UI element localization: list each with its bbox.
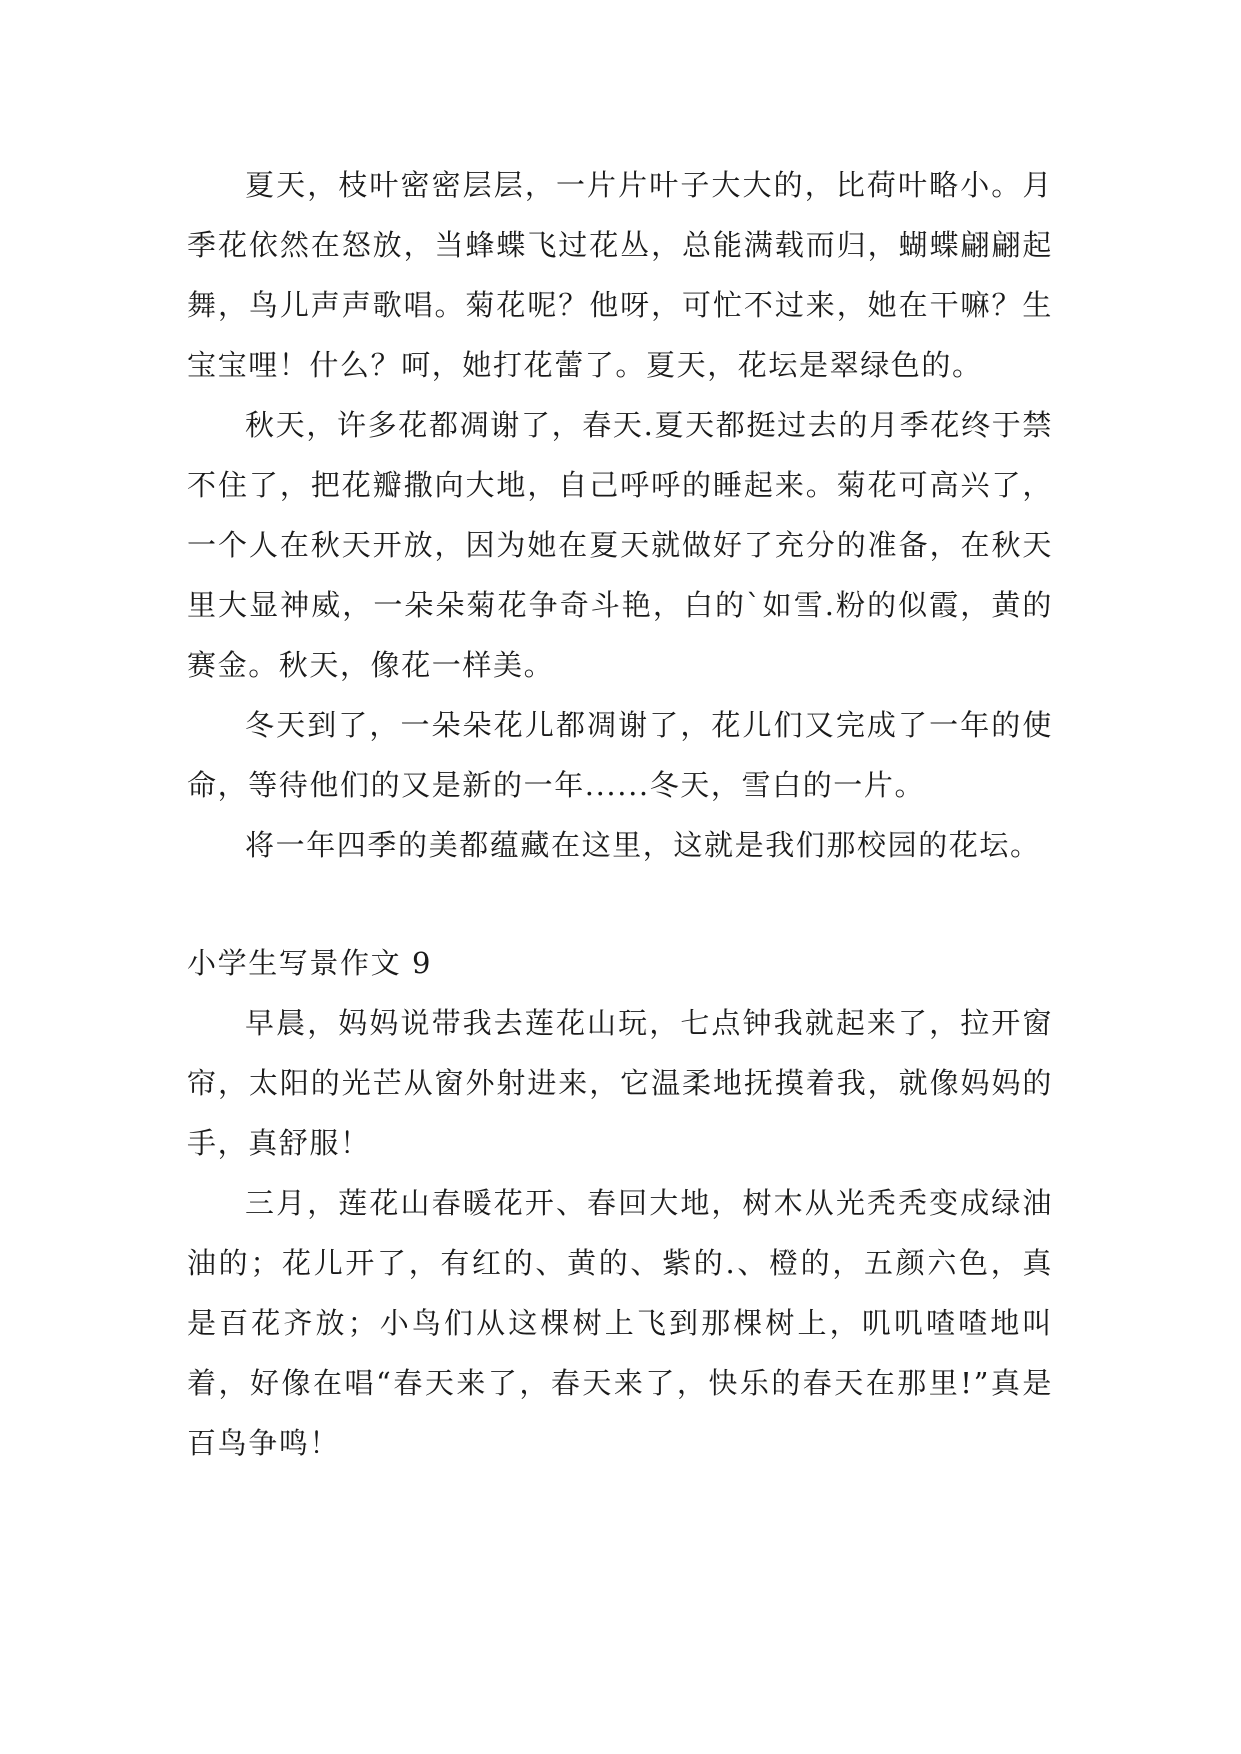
paragraph-march: 三月，莲花山春暖花开、春回大地，树木从光秃秃变成绿油油的；花儿开了，有红的、黄的、紫的.、橙的，五颜六色，真是百花齐放；小鸟们从这棵树上飞到那棵树上，叽叽喳喳地叫着，好像在唱“春天来了，春天来了，快乐的春天在那里!”真是百鸟争鸣！ (187, 1186, 1053, 1460)
paragraph-winter: 冬天到了，一朵朵花儿都凋谢了，花儿们又完成了一年的使命，等待他们的又是新的一年......冬天，雪白的一片。 (187, 708, 1053, 802)
paragraph-morning: 早晨，妈妈说带我去莲花山玩，七点钟我就起来了，拉开窗帘，太阳的光芒从窗外射进来，它温柔地抚摸着我，就像妈妈的手，真舒服！ (187, 1006, 1053, 1160)
document-body (187, 155, 1053, 1473)
paragraph-autumn: 秋天，许多花都凋谢了，春天.夏天都挺过去的月季花终于禁不住了，把花瓣撒向大地，自己呼呼的睡起来。菊花可高兴了，一个人在秋天开放，因为她在夏天就做好了充分的准备，在秋天里大显神威，一朵朵菊花争奇斗艳，白的`如雪.粉的似霞，黄的赛金。秋天，像花一样美。 (187, 408, 1053, 682)
section-title: 小学生写景作文 9 (187, 946, 433, 980)
paragraph-conclusion: 将一年四季的美都蕴藏在这里，这就是我们那校园的花坛。 (245, 828, 1041, 862)
paragraph-summer: 夏天，枝叶密密层层，一片片叶子大大的，比荷叶略小。月季花依然在怒放，当蜂蝶飞过花丛，总能满载而归，蝴蝶翩翩起舞，鸟儿声声歌唱。菊花呢？他呀，可忙不过来，她在干嘛？生宝宝哩！什么？呵，她打花蕾了。夏天，花坛是翠绿色的。 (187, 168, 1053, 382)
